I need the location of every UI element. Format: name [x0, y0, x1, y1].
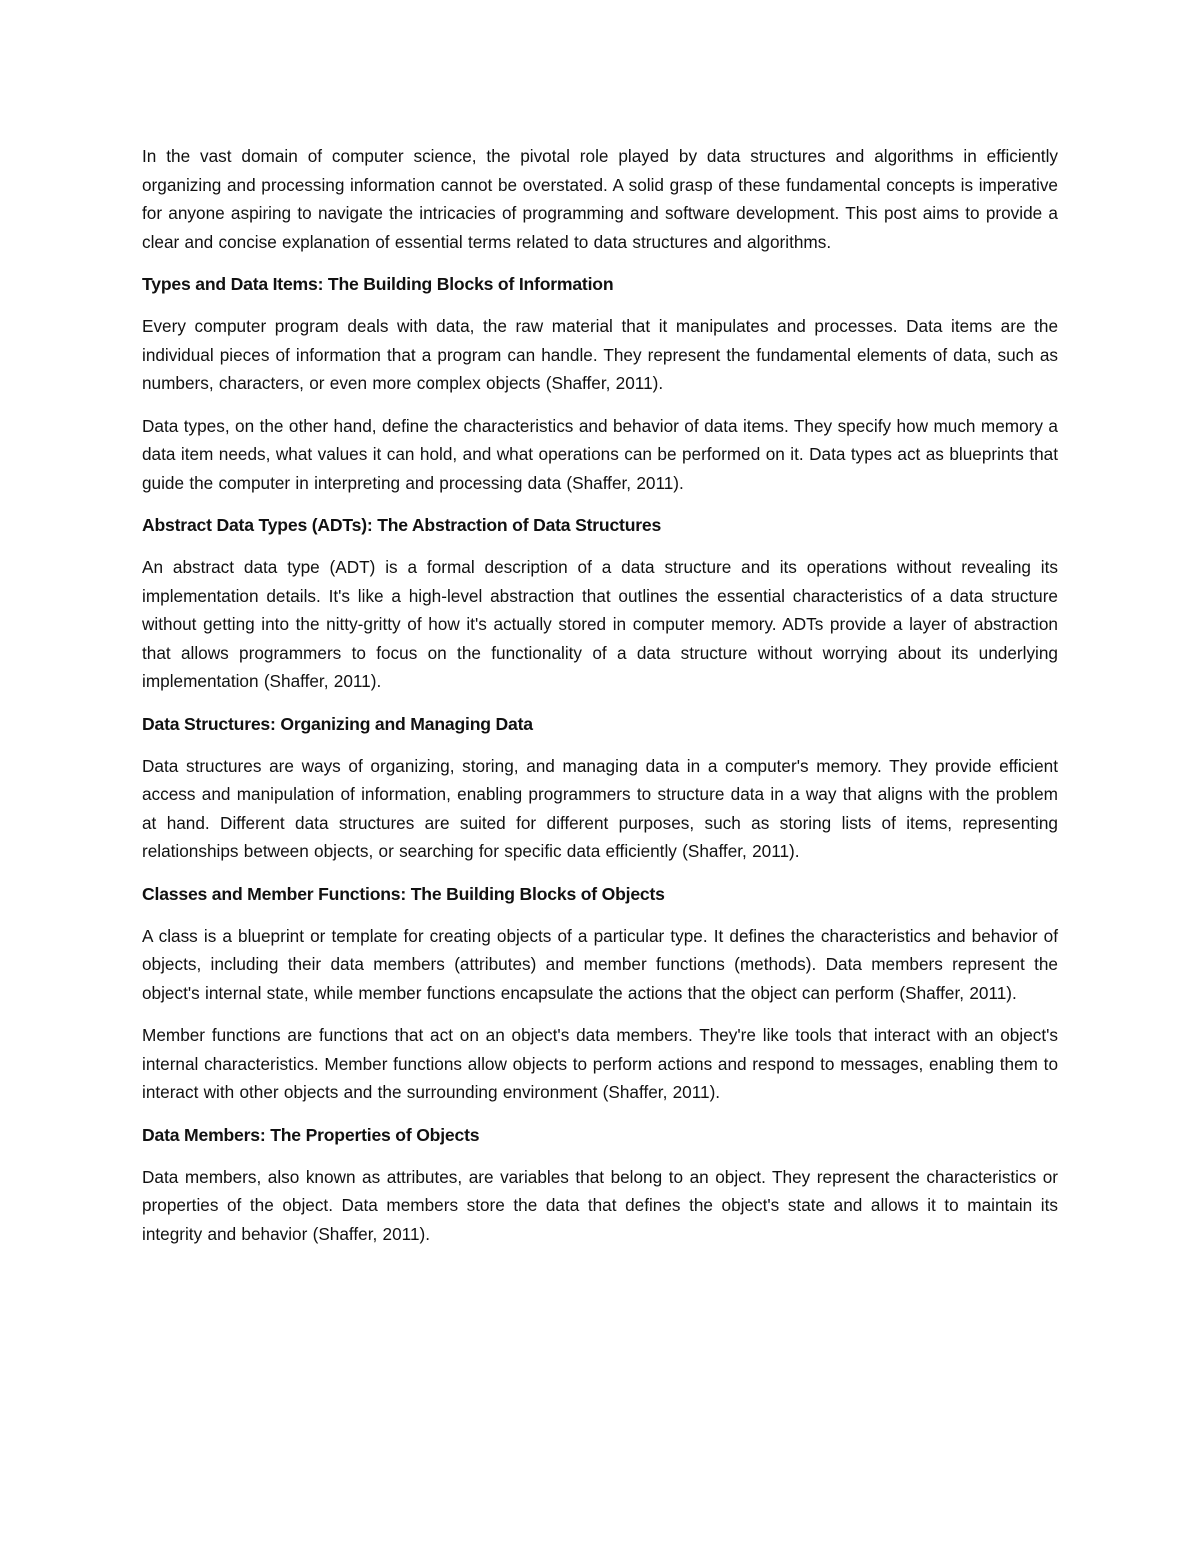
body-paragraph: A class is a blueprint or template for creating objects of a particular type. It defines the characteristics and behavior of objects, including their data members (attributes) and member functions (methods). Data members represent the object's internal state, while member functions encapsulate the actions that the object can perform (Shaffer, 2011).	[142, 925, 1058, 1003]
section-heading: Classes and Member Functions: The Building Blocks of Objects	[142, 883, 665, 904]
body-paragraph: Every computer program deals with data, the raw material that it manipulates and processes. Data items are the individual pieces of information that a program can handle. They represent the fundamental elements of data, such as numbers, characters, or even more complex objects (Shaffer, 2011).	[142, 316, 1058, 393]
section-heading: Data Structures: Organizing and Managing Data	[142, 713, 533, 734]
document-page	[142, 142, 1058, 1262]
section-data-structures	[142, 710, 1058, 866]
section-heading: Data Members: The Properties of Objects	[142, 1124, 480, 1145]
section-classes-and-member-functions	[142, 880, 1058, 1107]
body-paragraph: Data members, also known as attributes, are variables that belong to an object. They represent the characteristics or properties of the object. Data members store the data that defines the object's state and allows it to maintain its integrity and behavior (Shaffer, 2011).	[142, 1166, 1058, 1244]
section-abstract-data-types	[142, 511, 1058, 696]
intro-paragraph: In the vast domain of computer science, the pivotal role played by data structures and algorithms in efficiently organizing and processing information cannot be overstated. A solid grasp of these fundamental concepts is imperative for anyone aspiring to navigate the intricacies of programming and software development. This post aims to provide a clear and concise explanation of essential terms related to data structures and algorithms.	[142, 146, 1058, 252]
section-data-members	[142, 1121, 1058, 1249]
section-types-and-data-items	[142, 270, 1058, 497]
section-heading: Abstract Data Types (ADTs): The Abstraction of Data Structures	[142, 515, 662, 535]
body-paragraph: Data types, on the other hand, define the characteristics and behavior of data items. They specify how much memory a data item needs, what values it can hold, and what operations can be performed on it. Data types act as blueprints that guide the computer in interpreting and processing data (Shaffer, 2011).	[142, 415, 1058, 493]
section-heading: Types and Data Items: The Building Blocks of Information	[142, 274, 614, 294]
body-paragraph: Data structures are ways of organizing, storing, and managing data in a computer's memory. They provide efficient access and manipulation of information, enabling programmers to structure data in a way that aligns with the problem at hand. Different data structures are suited for different purposes, such as storing lists of items, representing relationships between objects, or searching for specific data efficiently (Shaffer, 2011).	[142, 755, 1058, 861]
body-paragraph: Member functions are functions that act on an object's data members. They're like tools that interact with an object's internal characteristics. Member functions allow objects to perform actions and respond to messages, enabling them to interact with other objects and the surrounding environment (Shaffer, 2011).	[142, 1025, 1058, 1102]
body-paragraph: An abstract data type (ADT) is a formal description of a data structure and its operations without revealing its implementation details. It's like a high-level abstraction that outlines the essential characteristics of a data structure without getting into the nitty-gritty of how it's actually stored in computer memory. ADTs provide a layer of abstraction that allows programmers to focus on the functionality of a data structure without worrying about its underlying implementation (Shaffer, 2011).	[142, 557, 1058, 691]
